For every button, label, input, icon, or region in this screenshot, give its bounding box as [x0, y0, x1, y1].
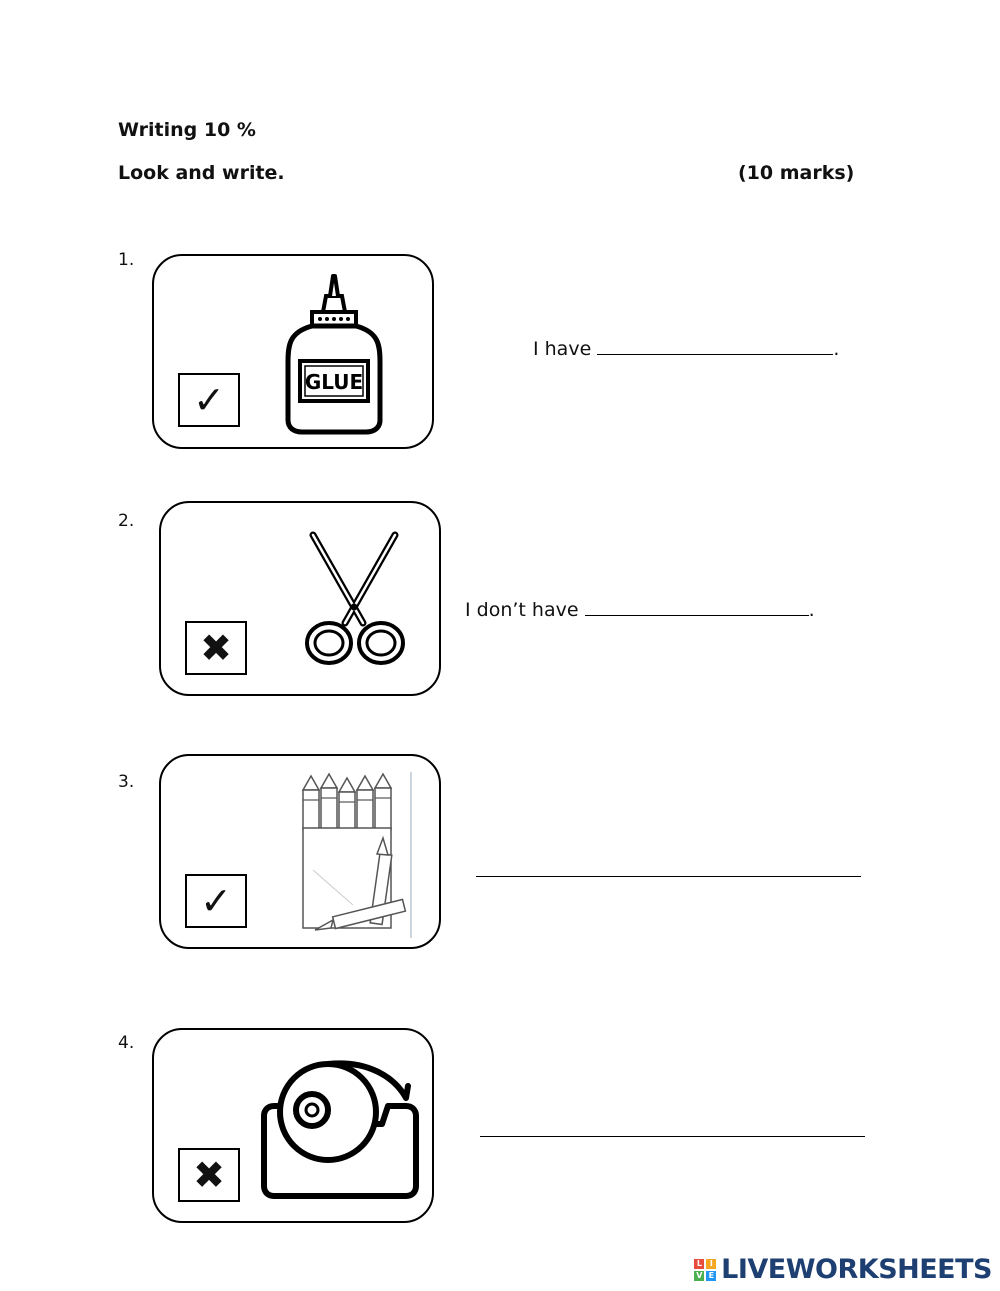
check-mark-icon: ✓	[178, 373, 240, 427]
section-title: Writing 10 %	[118, 119, 256, 141]
question-4-card	[152, 1028, 434, 1223]
answer-line-4[interactable]	[480, 1136, 865, 1137]
question-2-sentence	[465, 597, 815, 621]
answer-blank-1[interactable]	[597, 336, 833, 355]
question-1-number: 1.	[118, 250, 135, 270]
cross-mark-icon: ✖	[185, 621, 247, 675]
question-2-card	[159, 501, 441, 696]
question-2-number: 2.	[118, 511, 135, 531]
brand-text: LIVEWORKSHEETS	[721, 1254, 992, 1285]
crayons-box-icon	[293, 770, 413, 940]
scissors-icon	[299, 531, 411, 671]
question-3-number: 3.	[118, 772, 135, 792]
question-1-suffix: .	[833, 338, 840, 360]
cross-mark-icon: ✖	[178, 1148, 240, 1202]
glue-bottle-icon	[282, 270, 386, 436]
question-2-prefix: I don’t have	[465, 599, 585, 621]
glue-label: GLUE	[304, 370, 364, 394]
question-3-card	[159, 754, 441, 949]
logo-squares-icon: L I V E	[694, 1259, 716, 1281]
answer-line-3[interactable]	[476, 876, 861, 877]
instruction: Look and write.	[118, 162, 285, 184]
question-2-suffix: .	[808, 599, 815, 621]
question-4-number: 4.	[118, 1033, 135, 1053]
tape-dispenser-icon	[256, 1048, 422, 1200]
question-1-prefix: I have	[533, 338, 598, 360]
check-mark-icon: ✓	[185, 874, 247, 928]
question-1-card	[152, 254, 434, 449]
marks-label: (10 marks)	[738, 162, 855, 184]
answer-blank-2[interactable]	[585, 597, 809, 616]
liveworksheets-logo	[694, 1254, 992, 1285]
question-1-sentence	[533, 336, 839, 360]
